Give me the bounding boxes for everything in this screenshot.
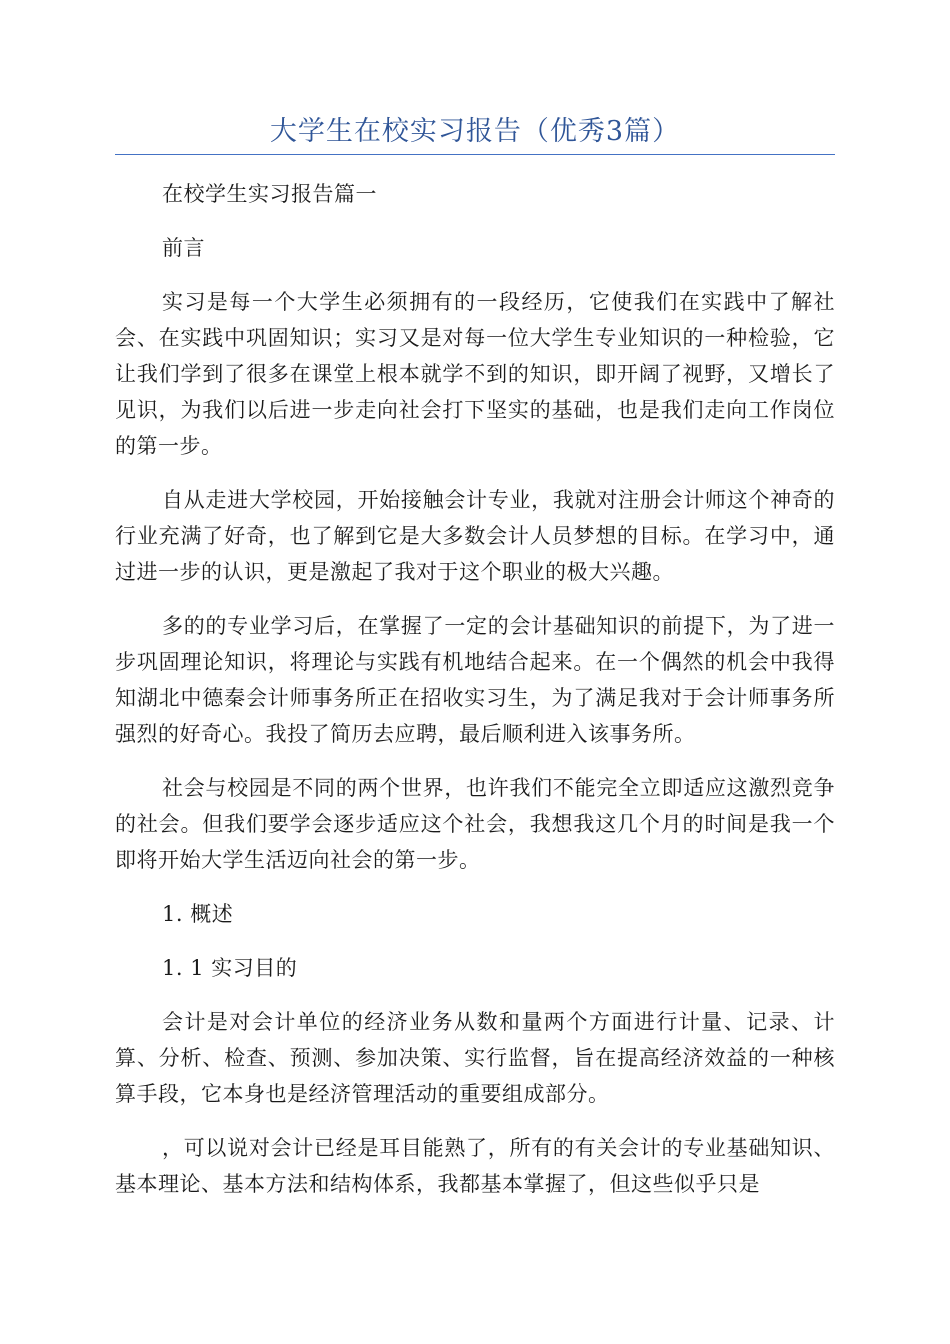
paragraph-4: 社会与校园是不同的两个世界，也许我们不能完全立即适应这激烈竞争的社会。但我们要学会逐步适应这个社会，我想我这几个月的时间是我一个即将开始大学生活迈向社会的第一步。 — [115, 776, 835, 872]
paragraph-3: 多的的专业学习后，在掌握了一定的会计基础知识的前提下，为了进一步巩固理论知识，将理论与实践有机地结合起来。在一个偶然的机会中我得知湖北中德秦会计师事务所正在招收实习生，为了满足我对于会计师事务所强烈的好奇心。我投了简历去应聘，最后顺利进入该事务所。 — [115, 614, 835, 746]
heading-purpose: 1. 1 实习目的 — [162, 956, 298, 980]
document-title: 大学生在校实习报告（优秀3篇） — [269, 116, 681, 147]
heading-overview: 1. 概述 — [162, 902, 234, 926]
section-title: 在校学生实习报告篇一 — [162, 182, 377, 206]
paragraph-1: 实习是每一个大学生必须拥有的一段经历，它使我们在实践中了解社会、在实践中巩固知识；实习又是对每一位大学生专业知识的一种检验，它让我们学到了很多在课堂上根本就学不到的知识，即开阔了视野，又增长了见识，为我们以后进一步走向社会打下坚实的基础，也是我们走向工作岗位的第一步。 — [115, 290, 835, 458]
paragraph-6: ，可以说对会计已经是耳目能熟了，所有的有关会计的专业基础知识、基本理论、基本方法和结构体系，我都基本掌握了，但这些似乎只是 — [115, 1136, 835, 1196]
title-underline — [115, 154, 835, 155]
document-body — [115, 176, 835, 1220]
preface-heading: 前言 — [162, 236, 205, 260]
paragraph-2: 自从走进大学校园，开始接触会计专业，我就对注册会计师这个神奇的行业充满了好奇，也了解到它是大多数会计人员梦想的目标。在学习中，通过进一步的认识，更是激起了我对于这个职业的极大兴趣。 — [115, 488, 835, 584]
paragraph-5: 会计是对会计单位的经济业务从数和量两个方面进行计量、记录、计算、分析、检查、预测、参加决策、实行监督，旨在提高经济效益的一种核算手段，它本身也是经济管理活动的重要组成部分。 — [115, 1010, 835, 1106]
